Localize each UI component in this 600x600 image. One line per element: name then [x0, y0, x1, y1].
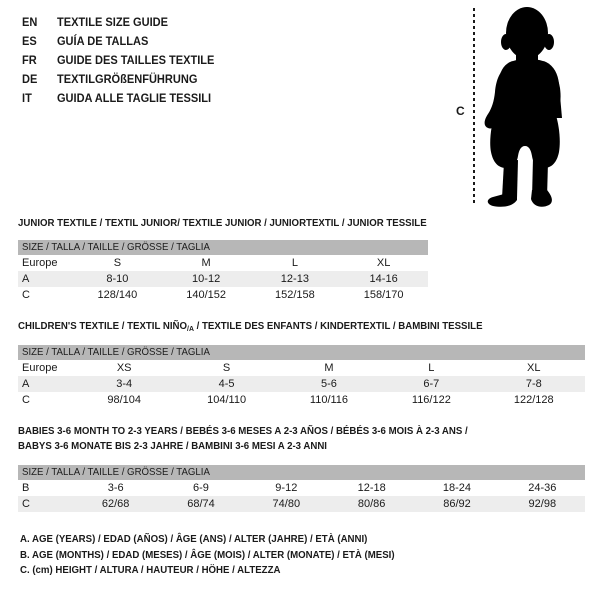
table-row — [18, 392, 585, 408]
size-table — [18, 480, 585, 512]
table-cell: 86/92 — [443, 498, 471, 510]
language-list — [22, 13, 231, 108]
title-text: CHILDREN'S TEXTILE / TEXTIL NIÑO — [18, 320, 188, 332]
row-label: B — [22, 482, 30, 494]
size-header-bar — [18, 465, 585, 480]
table-cell: 7-8 — [525, 378, 542, 390]
language-row-it — [22, 89, 214, 108]
table-cell: 6-9 — [193, 482, 209, 494]
table-row — [18, 287, 428, 303]
size-column-header: XS — [116, 362, 132, 374]
children-table-title — [18, 320, 483, 333]
language-code: FR — [22, 53, 37, 67]
size-header-text: SIZE / TALLA / TAILLE / GRÖSSE / TAGLIA — [22, 466, 210, 478]
size-column-header: XL — [527, 362, 541, 374]
table-cell: 3-4 — [116, 378, 133, 390]
table-cell: 9-12 — [275, 482, 298, 494]
column-header-row — [18, 255, 428, 271]
table-cell: 62/68 — [101, 498, 130, 510]
babies-size-table — [18, 465, 585, 512]
size-header-text: SIZE / TALLA / TAILLE / GRÖSSE / TAGLIA — [22, 346, 210, 358]
size-header-text: SIZE / TALLA / TAILLE / GRÖSSE / TAGLIA — [22, 241, 210, 253]
language-row-de — [22, 70, 214, 89]
column-header-row — [18, 360, 585, 376]
language-row-en — [22, 13, 214, 32]
size-column-header: M — [201, 257, 211, 269]
table-row — [18, 376, 585, 392]
language-code: DE — [22, 72, 38, 86]
row-label: C — [22, 289, 30, 301]
junior-size-table — [18, 240, 428, 303]
baby-toddler-silhouette-icon — [480, 0, 600, 215]
height-measure-dashed-line — [473, 8, 475, 206]
row-label: C — [22, 394, 30, 406]
title-text: / TEXTILE DES ENFANTS / KINDERTEXTIL / BAMBINI TESSILE — [193, 320, 483, 332]
table-cell: 24-36 — [528, 482, 557, 494]
height-measure-label: C — [456, 104, 465, 118]
table-cell: 4-5 — [218, 378, 235, 390]
table-cell: 104/110 — [207, 394, 247, 406]
row-label: A — [22, 273, 30, 285]
table-cell: 5-6 — [321, 378, 337, 390]
table-cell: 110/116 — [309, 394, 349, 406]
table-cell: 140/152 — [186, 289, 226, 301]
babies-table-title — [18, 424, 468, 453]
table-cell: 122/128 — [513, 394, 554, 406]
table-cell: 68/74 — [187, 498, 215, 510]
measure-legend — [20, 532, 427, 579]
language-label: TEXTILE SIZE GUIDE — [56, 15, 168, 29]
table-cell: 8-10 — [106, 273, 129, 285]
table-cell: 10-12 — [192, 273, 221, 285]
language-code: IT — [22, 91, 32, 105]
table-cell: 92/98 — [528, 498, 557, 510]
table-cell: 128/140 — [97, 289, 138, 301]
size-column-header: L — [428, 362, 435, 374]
table-cell: 12-13 — [280, 273, 309, 285]
title-subscript: /A — [187, 324, 194, 333]
region-label: Europe — [22, 362, 58, 374]
table-cell: 12-18 — [357, 482, 386, 494]
junior-table-title: JUNIOR TEXTILE / TEXTIL JUNIOR/ TEXTILE JUNIOR / JUNIORTEXTIL / JUNIOR TESSILE — [18, 217, 427, 229]
size-column-header: L — [291, 257, 298, 269]
table-cell: 98/104 — [107, 394, 142, 406]
table-row — [18, 480, 585, 496]
region-label: Europe — [22, 257, 58, 269]
language-label: GUIDA ALLE TAGLIE TESSILI — [56, 91, 212, 105]
legend-line-b: B. AGE (MONTHS) / EDAD (MESES) / ÂGE (MOIS) / ALTER (MONATE) / ETÀ (MESI) — [20, 548, 395, 561]
title-line-1: BABIES 3-6 MONTH TO 2-3 YEARS / BEBÉS 3-6 MESES A 2-3 AÑOS / BÉBÉS 3-6 MOIS À 2-3 ANS / — [18, 425, 468, 437]
table-cell: 152/158 — [274, 289, 315, 301]
language-row-es — [22, 32, 214, 51]
size-table — [18, 360, 585, 408]
baby-figure — [440, 0, 600, 215]
row-label: C — [22, 498, 30, 510]
table-cell: 80/86 — [357, 498, 386, 510]
table-cell: 18-24 — [442, 482, 472, 494]
size-column-header: S — [222, 362, 231, 374]
legend-line-c: C. (cm) HEIGHT / ALTURA / HAUTEUR / HÖHE / ALTEZZA — [20, 564, 281, 576]
table-cell: 74/80 — [272, 498, 301, 510]
table-cell: 14-16 — [369, 273, 398, 285]
language-code: ES — [22, 34, 37, 48]
size-column-header: M — [324, 362, 334, 374]
size-header-bar — [18, 240, 428, 255]
language-label: GUÍA DE TALLAS — [56, 34, 149, 48]
language-row-fr — [22, 51, 214, 70]
table-cell: 6-7 — [423, 378, 440, 390]
table-cell: 3-6 — [107, 482, 124, 494]
table-cell: 116/122 — [411, 394, 451, 406]
size-table — [18, 255, 428, 303]
language-label: TEXTILGRÖßENFÜHRUNG — [56, 72, 198, 86]
table-row — [18, 496, 585, 512]
language-label: GUIDE DES TAILLES TEXTILE — [56, 53, 215, 67]
size-column-header: XL — [376, 257, 391, 269]
table-cell: 158/170 — [363, 289, 404, 301]
language-code: EN — [22, 15, 38, 29]
table-row — [18, 271, 428, 287]
title-line-2: BABYS 3-6 MONATE BIS 2-3 JAHRE / BAMBINI 3-6 MESI A 2-3 ANNI — [18, 439, 327, 452]
legend-line-a: A. AGE (YEARS) / EDAD (AÑOS) / ÂGE (ANS) / ALTER (JAHRE) / ETÀ (ANNI) — [20, 533, 368, 545]
children-size-table — [18, 345, 585, 408]
row-label: A — [22, 378, 30, 390]
size-header-bar — [18, 345, 585, 360]
size-column-header: S — [113, 257, 122, 269]
